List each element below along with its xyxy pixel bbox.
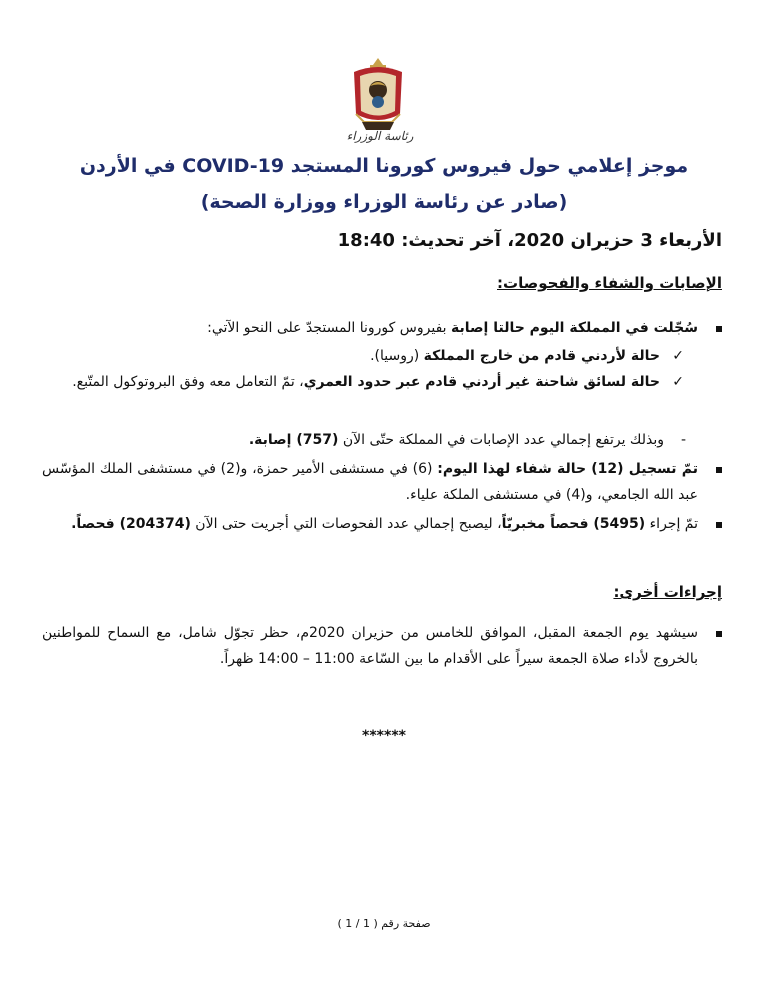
document-subtitle: (صادر عن رئاسة الوزراء ووزارة الصحة): [200, 191, 568, 213]
total-plain-text: وبذلك يرتفع إجمالي عدد الإصابات في المملكة حتّى الآن: [338, 432, 664, 448]
dash-bullet-icon: -: [680, 432, 686, 448]
bullet-recoveries: [42, 456, 722, 508]
bullet-tests: [42, 511, 722, 537]
total-cases-line: [42, 427, 722, 453]
emblem-caption: رئاسة الوزراء: [346, 129, 414, 143]
case-item-1: [42, 343, 722, 369]
bullet-plain-text: (6) في مستشفى الأمير حمزة، و(2) في مستشفى الملك المؤسّس عبد الله الجامعي، و(4) في مستشفى الملكة علياء.: [42, 461, 698, 503]
bullet-bold-text: (5495) فحصاً مخبريّاً: [501, 516, 646, 532]
square-bullet-icon: [716, 631, 722, 637]
section-heading-infections: الإصابات والشفاء والفحوصات:: [497, 274, 722, 292]
bullet-new-cases: [42, 315, 722, 341]
bullet-bold-text: (204374) فحصاً.: [71, 516, 191, 532]
page-number: صفحة رقم ( 1 / 1 ): [337, 917, 431, 930]
case-item-2: [42, 369, 722, 395]
bullet-plain-text: تمّ إجراء: [645, 516, 698, 532]
total-bold-text: (757) إصابة.: [248, 432, 339, 448]
bullet-text: [42, 456, 722, 508]
checkmark-icon: ✓: [672, 348, 684, 364]
document-title: موجز إعلامي حول فيروس كورونا المستجد COVID-19 في الأردن: [79, 155, 689, 177]
bullet-text: سيشهد يوم الجمعة المقبل، الموافق للخامس من حزيران 2020م، حظر تجوّل شامل، مع السماح للمواطنين بالخروج لأداء صلاة الجمعة سيراً على الأقدام ما بين السّاعة 11:00 – 14:00 ظهراً.: [42, 625, 699, 667]
case-plain-text: ، تمّ التعامل معه وفق البروتوكول المتّبع.: [72, 374, 304, 390]
date-line: الأربعاء 3 حزيران 2020، آخر تحديث: 18:40: [337, 230, 722, 251]
case-text: [42, 369, 722, 395]
case-text: [42, 343, 722, 369]
bullet-plain-text: بفيروس كورونا المستجدّ على النحو الآتي:: [207, 320, 452, 336]
bullet-text: [42, 511, 722, 537]
separator: ******: [362, 728, 406, 744]
square-bullet-icon: [716, 522, 722, 528]
checkmark-icon: ✓: [672, 374, 684, 390]
bullet-text: [42, 315, 722, 341]
square-bullet-icon: [716, 326, 722, 332]
case-plain-text: (روسيا).: [370, 348, 424, 364]
case-bold-text: حالة لأردني قادم من خارج المملكة: [423, 348, 660, 364]
case-bold-text: حالة لسائق شاحنة غير أردني قادم عبر حدود العمري: [303, 374, 660, 390]
jordan-coat-of-arms-icon: [350, 56, 406, 134]
bullet-plain-text: ، ليصبح إجمالي عدد الفحوصات التي أجريت حتى الآن: [190, 516, 502, 532]
square-bullet-icon: [716, 467, 722, 473]
bullet-bold-text: تمّ تسجيل (12) حالة شفاء لهذا اليوم:: [437, 461, 698, 477]
bullet-curfew: [42, 620, 722, 672]
section-heading-other-measures: إجراءات أخرى:: [613, 583, 722, 601]
total-cases-text: [42, 427, 722, 453]
bullet-bold-text: سُجّلت في المملكة اليوم حالتا إصابة: [451, 320, 698, 336]
